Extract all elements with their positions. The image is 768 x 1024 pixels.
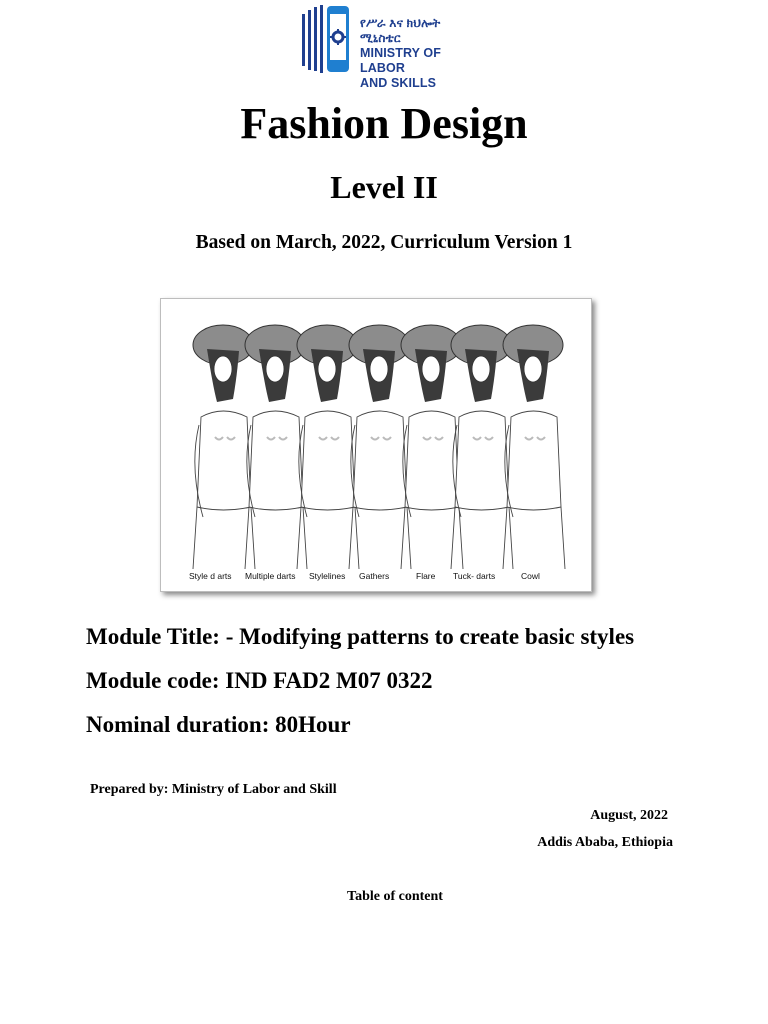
ministry-logo-text xyxy=(360,16,482,91)
level-heading: Level II xyxy=(330,169,438,205)
caption-styled-darts: Style d arts xyxy=(189,571,232,581)
fashion-figures-drawing xyxy=(161,299,591,591)
module-code: Module code: IND FAD2 M07 0322 xyxy=(86,668,433,693)
logo-english-line2: AND SKILLS xyxy=(360,76,436,90)
curriculum-basis: Based on March, 2022, Curriculum Version 1 xyxy=(195,232,573,253)
nominal-duration: Nominal duration: 80Hour xyxy=(86,712,351,737)
ministry-logo xyxy=(302,4,482,90)
table-of-content-heading: Table of content xyxy=(347,889,443,904)
publication-place: Addis Ababa, Ethiopia xyxy=(537,835,673,850)
module-title: Module Title: - Modifying patterns to create basic styles xyxy=(86,624,635,649)
logo-amharic-text: የሥራ እና ክህሎት ሚኒስቴር xyxy=(360,16,441,45)
fashion-illustration xyxy=(160,298,592,592)
publication-date: August, 2022 xyxy=(590,808,668,823)
caption-flare: Flare xyxy=(416,571,436,581)
caption-cowl: Cowl xyxy=(521,571,540,581)
document-title: Fashion Design xyxy=(240,99,528,148)
prepared-by: Prepared by: Ministry of Labor and Skill xyxy=(90,782,337,797)
logo-english-line1: MINISTRY OF LABOR xyxy=(360,46,441,75)
caption-stylelines: Stylelines xyxy=(309,571,346,581)
caption-gathers: Gathers xyxy=(359,571,390,581)
caption-tuck-darts: Tuck- darts xyxy=(453,571,496,581)
ministry-logo-icon xyxy=(302,4,354,74)
caption-multiple-darts: Multiple darts xyxy=(245,571,296,581)
